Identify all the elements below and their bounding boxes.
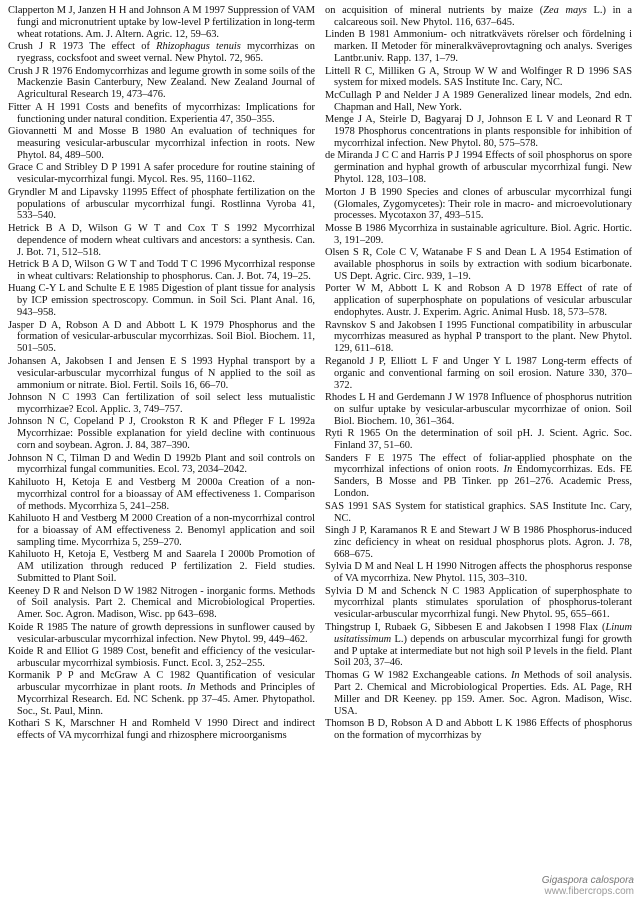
watermark-caption: Gigaspora calospora [541,875,634,886]
reference-entry: Menge J A, Steirle D, Bagyaraj D J, Johnson E L V and Leonard R T 1978 Phosphorus concentrations in plants responsible for inhibition of mycorrhizal infection. New Phytol. 80, 575–578. [325,114,632,149]
reference-entry: Sylvia D M and Schenck N C 1983 Application of superphosphate to mycorrhizal plants stimulates sporulation of phosphorus-tolerant vesicular-arbuscular mycorrhizal fungi. New Phytol. 95, 655–661. [325,585,632,621]
reference-entry: Kahiluoto H, Ketoja E and Vestberg M 2000a Creation of a non-mycorrhizal control for a bioassay of AM effectiveness 1. Comparison of methods. Mycorrhiza 5, 241–258. [8,476,315,512]
reference-entry: Singh J P, Karamanos R E and Stewart J W B 1986 Phosphorus-induced zinc deficiency in wheat on residual phosphorus plots. Agron. J. 78, 668–675. [325,524,632,560]
reference-entry: Johansen A, Jakobsen I and Jensen E S 1993 Hyphal transport by a vesicular-arbuscular mycorrhizal fungus of N applied to the soil as ammonium or nitrate. Biol. Fertil. Soils 16, 66–70. [8,355,315,391]
reference-entry: Keeney D R and Nelson D W 1982 Nitrogen - inorganic forms. Methods of Soil analysis. Part 2. Chemical and Microbiological Properties. Amer. Soc. Agron. Madison, Wisc. pp 643–698. [8,585,315,621]
reference-entry: Reganold J P, Elliott L F and Unger Y L 1987 Long-term effects of organic and conventional farming on soil erosion. Nature 330, 370–372. [325,355,632,391]
reference-entry: Kahiluoto H and Vestberg M 2000 Creation of a non-mycorrhizal control for a bioassay of AM effectiveness 2. Benomyl application and soil sampling time. Mycorrhiza 5, 259–270. [8,513,315,548]
reference-entry: Kahiluoto H, Ketoja E, Vestberg M and Saarela I 2000b Promotion of AM utilization through reduced P fertilization 2. Field studies. Submitted to Plant Soil. [8,549,315,585]
reference-entry: Giovannetti M and Mosse B 1980 An evaluation of techniques for measuring vesicular-arbuscular mycorrhizal infection in roots. New Phytol. 84, 489–500. [8,126,315,161]
watermark [542,875,634,897]
reference-entry: Porter W M, Abbott L K and Robson A D 1978 Effect of rate of application of superphosphate on populations of vesicular arbuscular endophytes. Austr. J. Experim. Agric. Animal Husb. 18, 573–578. [325,283,632,319]
reference-column-left [8,5,315,900]
reference-entry: Kothari S K, Marschner H and Romheld V 1990 Direct and indirect effects of VA mycorrhizal fungi and rhizosphere microorganisms [8,718,315,742]
reference-entry: Crush J R 1973 The effect of Rhizophagus tenuis mycorrhizas on ryegrass, cocksfoot and sweet vernal. New Phytol. 72, 965. [8,41,315,65]
reference-entry: Johnson N C, Copeland P J, Crookston R K and Pfleger F L 1992a Mycorrhizae: Possible explanation for yield decline with continuous corn and soybean. Agron. J. 84, 387–390. [8,416,315,452]
reference-entry: Grace C and Stribley D P 1991 A safer procedure for routine staining of vesicular-mycorrhizal fungi. Mycol. Res. 95, 1160–1162. [8,162,315,186]
reference-entry: Rhodes L H and Gerdemann J W 1978 Influence of phosphorus nutrition on sulfur uptake by vesicular-arbuscular mycorrhizae of onion. Soil Biol. Biochem. 10, 361–364. [325,392,632,427]
reference-entry: de Miranda J C C and Harris P J 1994 Effects of soil phosphorus on spore germination and hyphal growth of arbuscular mycorrhizal fungi. New Phytol. 128, 103–108. [325,150,632,186]
reference-entry: Mosse B 1986 Mycorrhiza in sustainable agriculture. Biol. Agric. Hortic. 3, 191–209. [325,222,632,246]
reference-entry: Morton J B 1990 Species and clones of arbuscular mycorrhizal fungi (Glomales, Zygomycetes): Their role in macro- and microevolutionary processes. Mycotaxon 37, 493–515. [325,186,632,222]
reference-entry: Crush J R 1976 Endomycorrhizas and legume growth in some soils of the Mackenzie Basin Canterbury, New Zealand. New Zealand Journal of Agricultural Research 19, 473–476. [8,65,315,101]
reference-entry: Koide R 1985 The nature of growth depressions in sunflower caused by vesicular-arbuscular mycorrhizal infection. New Phytol. 99, 449–462. [8,621,315,645]
reference-entry: Koide R and Elliot G 1989 Cost, benefit and efficiency of the vesicular-arbuscular mycorrhizal symbiosis. Funct. Ecol. 3, 252–255. [8,646,315,669]
reference-entry: Thomson B D, Robson A D and Abbott L K 1986 Effects of phosphorus on the formation of mycorrhizas by [325,717,632,741]
reference-entry: Gryndler M and Lipavsky 11995 Effect of phosphate fertilization on the populations of arbuscular mycorrhizal fungi. Rostlinna Vyroba 41, 533–540. [8,186,315,222]
reference-entry: Linden B 1981 Ammonium- och nitratkvävets rörelser och fördelning i marken. II Metoder för mineralkväveprovtagning och analys. Sveriges Lantbr.univ. Rapp. 137, 1–79. [325,29,632,65]
reference-entry: Huang C-Y L and Schulte E E 1985 Digestion of plant tissue for analysis by ICP emission spectroscopy. Commun. in Soil Sci. Plant Anal. 16, 943–958. [8,283,315,319]
reference-entry: Thomas G W 1982 Exchangeable cations. In Methods of soil analysis. Part 2. Chemical and Microbiological Properties. Eds. AL Page, RH Miller and DR Keeney. pp 159. Amer. Soc. Agron. Madison, Wisc. USA. [325,669,632,717]
reference-entry: Hetrick B A D, Wilson G W T and Cox T S 1992 Mycorrhizal dependence of modern wheat cultivars and ancestors: a synthesis. Can. J. Bot. 71, 512–518. [8,222,315,258]
reference-entry: Jasper D A, Robson A D and Abbott L K 1979 Phosphorus and the formation of vesicular-arbuscular mycorrhizas. Soil Biol. Biochem. 11, 501–505. [8,319,315,355]
reference-entry: Sylvia D M and Neal L H 1990 Nitrogen affects the phosphorus response of VA mycorrhiza. New Phytol. 115, 303–310. [325,561,632,585]
reference-entry: Clapperton M J, Janzen H H and Johnson A M 1997 Suppression of VAM fungi and micronutrient uptake by low-level P fertilization in long-term wheat rotations. Am. J. Altern. Agric. 12, 59–63. [8,5,315,40]
reference-entry: Sanders F E 1975 The effect of foliar-applied phosphate on the mycorrhizal infections of onion roots. In Endomycorrhizas. Eds. FE Sanders, B Mosse and PB Tinker. pp 261–276. Academic Press, London. [325,452,632,500]
reference-entry: Kormanik P P and McGraw A C 1982 Quantification of vesicular arbuscular mycorrhizae in plant roots. In Methods and Principles of Mycorrhizal Research. Ed. NC Schenk. pp 37–45. Amer. Phytopathol. Soc., St. Paul, Minn. [8,670,316,718]
reference-entry: McCullagh P and Nelder J A 1989 Generalized linear models, 2nd edn. Chapman and Hall, New York. [325,89,632,113]
reference-entry: Thingstrup I, Rubaek G, Sibbesen E and Jakobsen I 1998 Flax (Linum usitatissimum L.) depends on arbuscular mycorrhizal fungi for growth and P uptake at intermediate but not high soil P levels in the field. Plant Soil 203, 37–46. [325,621,632,669]
reference-entry: Ravnskov S and Jakobsen I 1995 Functional compatibility in arbuscular mycorrhizas measured as hyphal P transport to the plant. New Phytol. 129, 611–618. [325,319,632,355]
reference-entry: Johnson N C, Tilman D and Wedin D 1992b Plant and soil controls on mycorrhizal fungal communities. Ecol. 73, 2034–2042. [8,452,315,476]
reference-entry: Olsen S R, Cole C V, Watanabe F S and Dean L A 1954 Estimation of available phosphorus in soils by extraction with sodium bicarbonate. US Dept. Agric. Circ. 939, 1–19. [325,247,632,282]
reference-entry: Ryti R 1965 On the determination of soil pH. J. Scient. Agric. Soc. Finland 37, 51–60. [325,428,632,452]
reference-column-right [325,5,632,900]
reference-entry: on acquisition of mineral nutrients by maize (Zea mays L.) in a calcareous soil. New Phytol. 116, 637–645. [325,5,632,28]
reference-entry: SAS 1991 SAS System for statistical graphics. SAS Institute Inc. Cary, NC. [325,500,632,524]
watermark-site: www.fibercrops.com [544,886,634,897]
reference-entry: Littell R C, Milliken G A, Stroup W W and Wolfinger R D 1996 SAS system for mixed models. SAS Institute Inc. Cary, NC. [325,65,632,89]
reference-entry: Hetrick B A D, Wilson G W T and Todd T C 1996 Mycorrhizal response in wheat cultivars: Relationship to phosphorus. Can. J. Bot. 74, 19–25. [8,259,315,282]
reference-entry: Johnson N C 1993 Can fertilization of soil select less mutualistic mycorrhizae? Ecol. Applic. 3, 749–757. [8,392,315,415]
reference-entry: Fitter A H 1991 Costs and benefits of mycorrhizas: Implications for functioning under natural condition. Experientia 47, 350–355. [8,101,315,125]
